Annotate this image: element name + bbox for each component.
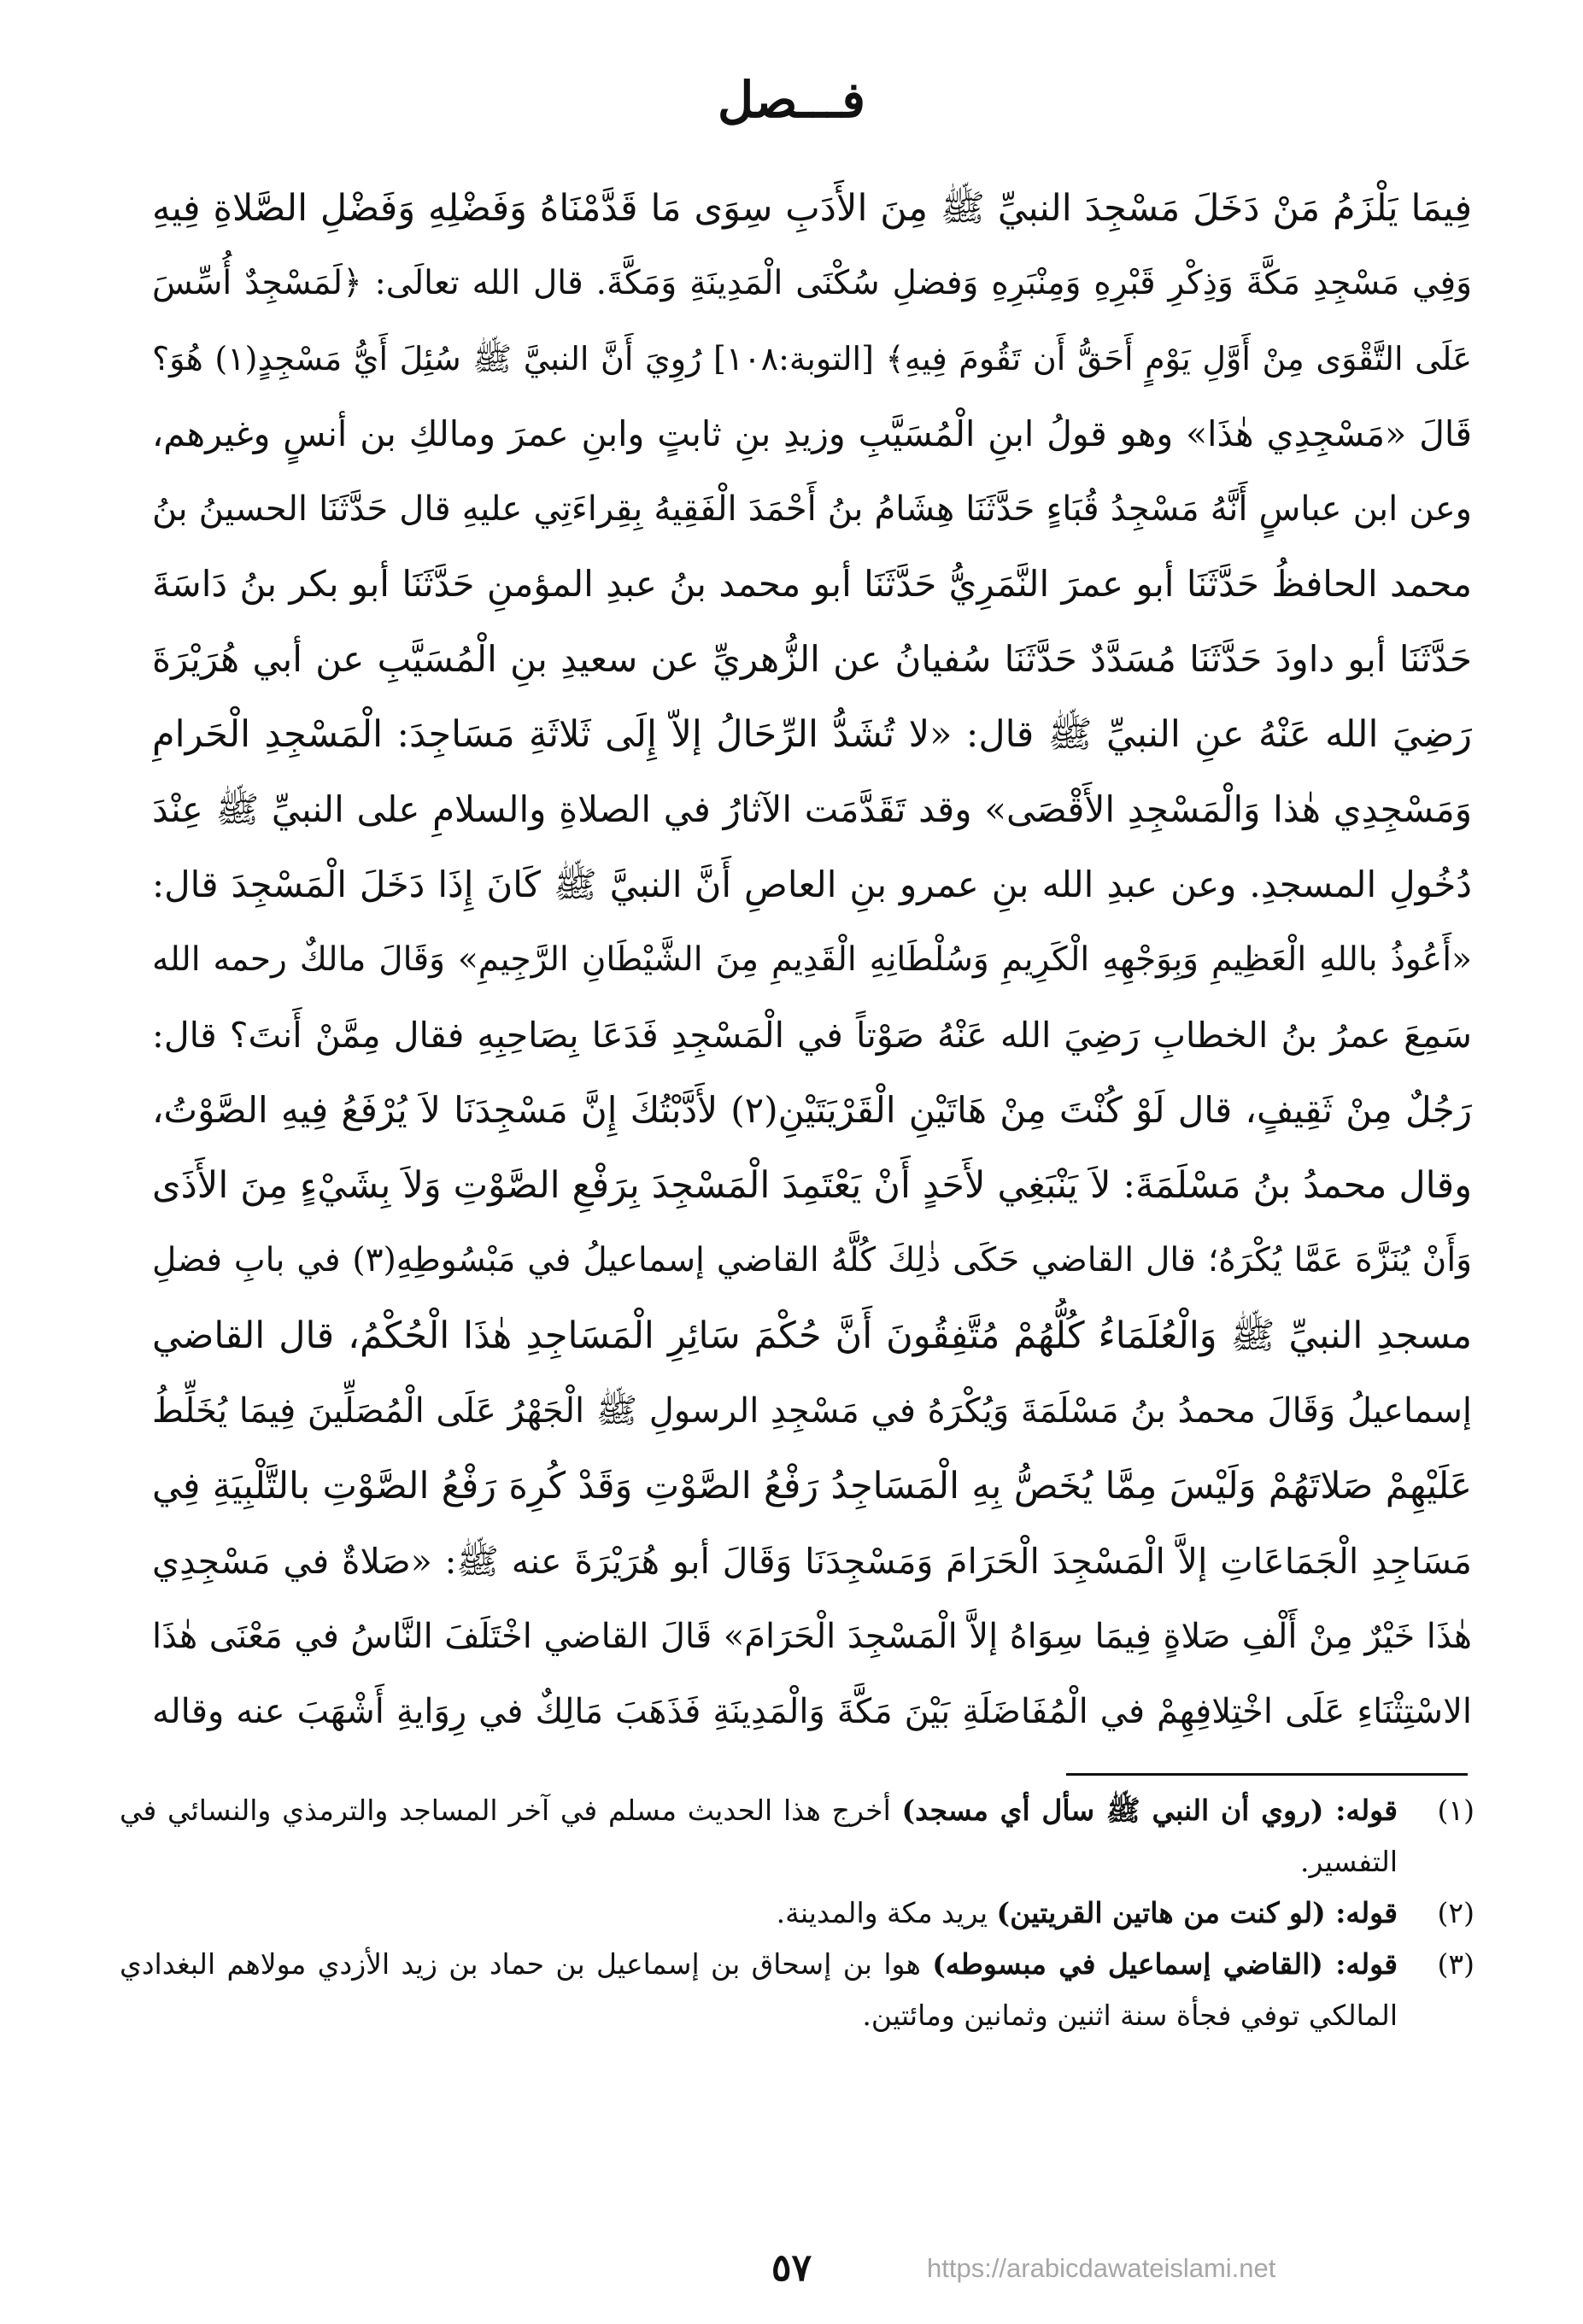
footnote-key: قوله: (لو كنت من هاتين القريتين) [996, 1896, 1398, 1929]
body-line: وَفِي مَسْجِدِ مَكَّةَ وَذِكْرِ قَبْرِهِ وَمِنْبَرِهِ وَفضلِ سُكْنَى الْمَدِينَةِ وَمَكَّةَ. قال الله تعالَى: ﴿لَمَسْجِدٌ أُسِّسَ [152, 264, 1472, 302]
body-line: عَلَيْهِمْ صَلاتَهُمْ وَلَيْسَ مِمَّا يُخَصُّ بِهِ الْمَسَاجِدُ رَفْعُ الصَّوْتِ وَقَدْ كُرِهَ رَفْعُ الصَّوْتِ بالتَّلْبِيَةِ فِي [152, 1465, 1472, 1507]
body-line: محمد الحافظُ حَدَّثَنَا أبو عمرَ النَّمَرِيُّ حَدَّثَنَا أبو محمد بنُ عبدِ المؤمنِ حَدَّثَنَا أبو بكر بنُ دَاسَةَ [152, 563, 1472, 605]
footnote [120, 1785, 1478, 1888]
footnote-body: هوا بن إسحاق بن إسماعيل بن حماد بن زيد الأزدي مولاهم البغدادي المالكي توفي فجأة سنة اثنين وثمانين ومائتين. [120, 1947, 1398, 2032]
footnote-number: (٣) [1437, 1947, 1475, 1981]
main-text [152, 171, 1472, 1749]
footnote-divider [1066, 1773, 1468, 1776]
footnote [120, 1888, 1478, 1939]
body-line: دُخُولِ المسجدِ. وعن عبدِ الله بنِ عمرو بنِ العاصِ أَنَّ النبيَّ ﷺ كَانَ إِذَا دَخَلَ الْمَسْجِدَ قال: [152, 863, 1472, 905]
watermark-url: https://arabicdawateislami.net [927, 2253, 1276, 2283]
body-line: هٰذَا خَيْرٌ مِنْ أَلْفِ صَلاةٍ فِيمَا سِوَاهُ إلاَّ الْمَسْجِدَ الْحَرَامَ» قَالَ القاضي اخْتَلَفَ النَّاسُ في مَعْنَى هٰذَا [152, 1617, 1472, 1656]
body-line: وَمَسْجِدِي هٰذا وَالْمَسْجِدِ الأَقْصَى» وقد تَقَدَّمَت الآثارُ في الصلاةِ والسلامِ على النبيِّ ﷺ عِنْدَ [152, 788, 1472, 830]
body-line: حَدَّثَنَا أبو داودَ حَدَّثَنَا مُسَدَّدٌ حَدَّثَنَا سُفيانُ عن الزُّهريِّ عن سعيدِ بنِ الْمُسَيَّبِ عن أبي هُرَيْرَةَ [152, 638, 1472, 680]
body-line: رَضِيَ الله عَنْهُ عنِ النبيِّ ﷺ قال: «لا تُشَدُّ الرِّحَالُ إلاّ إِلَى ثَلاثَةِ مَسَاجِدَ: الْمَسْجِدِ الْحَرامِ [152, 713, 1472, 756]
chapter-heading: فـــصل [718, 71, 865, 129]
footnote-body: يريد مكة والمدينة. [776, 1896, 997, 1929]
footnote-text [120, 1785, 1398, 1888]
body-line: مَسَاجِدِ الْجَمَاعَاتِ إلاَّ الْمَسْجِدَ الْحَرَامَ وَمَسْجِدَنَا وَقَالَ أبو هُرَيْرَةَ عنه ﷺ: «صَلاةٌ في مَسْجِدِي [152, 1541, 1472, 1582]
footnote-text [120, 1939, 1398, 2041]
body-line: قَالَ «مَسْجِدِي هٰذَا» وهو قولُ ابنِ الْمُسَيَّبِ وزيدِ بنِ ثابتٍ وابنِ عمرَ ومالكِ بن أنسٍ وغيرهم، [152, 413, 1472, 454]
footnote [120, 1939, 1478, 2041]
body-line: الاسْتِثْنَاءِ عَلَى اخْتِلافِهِمْ في الْمُفَاضَلَةِ بَيْنَ مَكَّةَ وَالْمَدِينَةِ فَذَهَبَ مَالِكٌ في رِوَايةِ أَشْهَبَ عنه وقاله [152, 1692, 1472, 1731]
body-line: مسجدِ النبيِّ ﷺ وَالْعُلَمَاءُ كُلُّهُمْ مُتَّفِقُونَ أَنَّ حُكْمَ سَائِرِ الْمَسَاجِدِ هٰذَا الْحُكْمُ، قال القاضي [152, 1314, 1472, 1357]
body-line: وقال محمدُ بنُ مَسْلَمَةَ: لاَ يَنْبَغِي لأَحَدٍ أَنْ يَعْتَمِدَ الْمَسْجِدَ بِرَفْعِ الصَّوْتِ وَلاَ بِشَيْءٍ مِنَ الأَذَى [152, 1164, 1472, 1207]
footnotes [120, 1785, 1478, 2041]
body-line: وَأَنْ يُنَزَّهَ عَمَّا يُكْرَهُ؛ قال القاضي حَكَى ذٰلِكَ كُلَّهُ القاضي إسماعيلُ في مَبْسُوطِهِ(٣) في بابِ فضلِ [152, 1241, 1472, 1279]
footnote-key: قوله: (القاضي إسماعيل في مبسوطه) [932, 1947, 1398, 1981]
footnote-number: (٢) [1437, 1896, 1475, 1929]
footnote-number: (١) [1437, 1794, 1475, 1827]
footnote-body: أخرج هذا الحديث مسلم في آخر المساجد والترمذي والنسائي في التفسير. [120, 1794, 1398, 1878]
footnote-key: قوله: (روي أن النبي ﷺ سأل أي مسجد) [901, 1794, 1398, 1827]
body-line: إسماعيلُ وَقَالَ محمدُ بنُ مَسْلَمَةَ وَيُكْرَهُ في مَسْجِدِ الرسولِ ﷺ الْجَهْرُ عَلَى الْمُصَلِّينَ فِيمَا يُخَلِّطُ [152, 1391, 1472, 1431]
body-line: فِيمَا يَلْزَمُ مَنْ دَخَلَ مَسْجِدَ النبيِّ ﷺ مِنَ الأَدَبِ سِوَى مَا قَدَّمْنَاهُ وَفَضْلِهِ وَفَضْلِ الصَّلاةِ فِيهِ [152, 187, 1472, 230]
footnote-text [120, 1888, 1398, 1939]
body-line: عَلَى التَّقْوَى مِنْ أَوَّلِ يَوْمٍ أَحَقُّ أَن تَقُومَ فِيهِ﴾ [التوبة:١٠٨] رُوِيَ أَنَّ النبيَّ ﷺ سُئِلَ أَيُّ مَسْجِدٍ(١) هُوَ؟ [152, 340, 1472, 378]
page-number: ٥٧ [771, 2246, 812, 2290]
body-line: «أَعُوذُ باللهِ الْعَظِيمِ وَبِوَجْهِهِ الْكَرِيمِ وَسُلْطَانِهِ الْقَدِيمِ مِنَ الشَّيْطَانِ الرَّجِيمِ» وَقَالَ مالكٌ رحمه الله [152, 940, 1472, 979]
body-line: وعن ابن عباسٍ أَنَّهُ مَسْجِدُ قُبَاءٍ حَدَّثَنَا هِشَامُ بنُ أَحْمَدَ الْفَقِيهُ بِقِراءَتِي عليهِ قال حَدَّثَنَا الحسينُ بنُ [152, 489, 1472, 529]
body-line: رَجُلٌ مِنْ ثَقِيفٍ، قال لَوْ كُنْتَ مِنْ هَاتَيْنِ الْقَرْيَتَيْنِ(٢) لأَدَّبْتُكَ إِنَّ مَسْجِدَنَا لاَ يُرْفَعُ فِيهِ الصَّوْتُ، [152, 1089, 1472, 1131]
body-line: سَمِعَ عمرُ بنُ الخطابِ رَضِيَ الله عَنْهُ صَوْتاً في الْمَسْجِدِ فَدَعَا بِصَاحِبِهِ فقال مِمَّنْ أَنتَ؟ قال: [152, 1015, 1472, 1056]
